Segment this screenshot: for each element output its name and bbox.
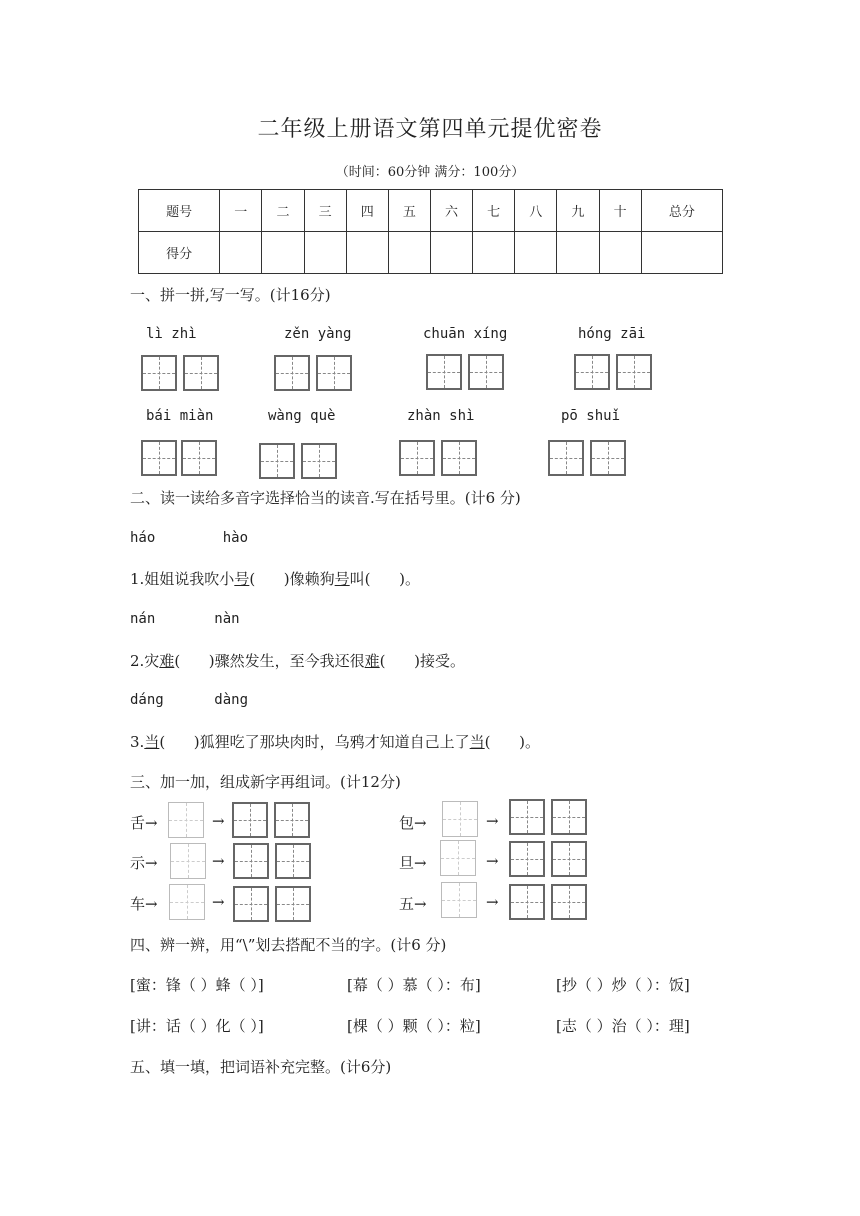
base-char: 舌→: [130, 814, 158, 832]
writing-box[interactable]: [259, 443, 295, 479]
pinyin-options: dáng dàng: [130, 692, 249, 708]
score-cell: 一: [220, 190, 262, 232]
add-part-box[interactable]: [442, 801, 478, 837]
section4-heading: 四、辨一辨，用“\”划去搭配不当的字。(计6 分): [130, 936, 447, 954]
question-2: [130, 650, 465, 671]
add-part-box[interactable]: [169, 884, 205, 920]
arrow-icon: →: [486, 893, 499, 911]
score-input-cell[interactable]: [430, 232, 472, 274]
writing-box[interactable]: [441, 440, 477, 476]
writing-box[interactable]: [616, 354, 652, 390]
score-input-cell[interactable]: [346, 232, 388, 274]
score-cell: 七: [473, 190, 515, 232]
match-item[interactable]: [志（ ）治（ ）：理]: [556, 1017, 690, 1035]
pinyin-label: pō shuǐ: [561, 408, 621, 424]
pinyin-label: zhàn shì: [407, 408, 475, 424]
new-word-box[interactable]: [275, 886, 311, 922]
writing-box[interactable]: [399, 440, 435, 476]
new-word-box[interactable]: [551, 799, 587, 835]
polyphone-char: 难: [364, 652, 380, 670]
score-input-cell[interactable]: [557, 232, 599, 274]
question-text: 2.灾: [130, 652, 160, 670]
exam-info: （时间：60分钟 满分：100分）: [335, 165, 525, 180]
pinyin-options: nán nàn: [130, 611, 240, 627]
question-text: 1.姐姐说我吹小: [130, 570, 235, 588]
arrow-icon: →: [486, 852, 499, 870]
score-input-cell[interactable]: [641, 232, 722, 274]
arrow-icon: →: [212, 852, 225, 870]
score-cell: 六: [430, 190, 472, 232]
polyphone-char: 号: [334, 570, 350, 588]
score-input-cell[interactable]: [599, 232, 641, 274]
pinyin-label: lì zhì: [146, 326, 197, 342]
new-word-box[interactable]: [551, 884, 587, 920]
pinyin-label: bái miàn: [146, 408, 214, 424]
arrow-icon: →: [212, 893, 225, 911]
score-row-label: 得分: [139, 232, 220, 274]
section1-heading: 一、拼一拼,写一写。(计16分): [130, 286, 331, 304]
new-word-box[interactable]: [233, 886, 269, 922]
match-item[interactable]: [抄（ ）炒（ ）：饭]: [556, 976, 690, 994]
new-word-box[interactable]: [509, 799, 545, 835]
answer-blank[interactable]: ( )接受。: [379, 652, 465, 670]
new-word-box[interactable]: [509, 884, 545, 920]
section2-heading: 二、读一读给多音字选择恰当的读音.写在括号里。(计6 分): [130, 489, 521, 507]
match-item[interactable]: [幕（ ）慕（ ）：布]: [347, 976, 481, 994]
score-cell: 九: [557, 190, 599, 232]
base-char: 旦→: [399, 854, 427, 872]
match-item[interactable]: [蜜：锋（ ）蜂（ ）]: [130, 976, 264, 994]
score-input-cell[interactable]: [262, 232, 304, 274]
add-part-box[interactable]: [170, 843, 206, 879]
pinyin-options: háo hào: [130, 530, 249, 546]
add-part-box[interactable]: [441, 882, 477, 918]
match-item[interactable]: [棵（ ）颗（ ）：粒]: [347, 1017, 481, 1035]
new-word-box[interactable]: [275, 843, 311, 879]
writing-box[interactable]: [468, 354, 504, 390]
polyphone-char: 当: [144, 733, 160, 751]
section5-heading: 五、填一填，把词语补充完整。(计6分): [130, 1058, 392, 1076]
writing-box[interactable]: [274, 355, 310, 391]
score-table: [138, 189, 723, 274]
question-1: [130, 568, 420, 589]
answer-blank[interactable]: 叫( )。: [349, 570, 420, 588]
pinyin-label: wàng què: [268, 408, 336, 424]
base-char: 包→: [399, 814, 427, 832]
score-input-cell[interactable]: [515, 232, 557, 274]
writing-box[interactable]: [316, 355, 352, 391]
new-word-box[interactable]: [274, 802, 310, 838]
score-cell: 题号: [139, 190, 220, 232]
section3-heading: 三、加一加，组成新字再组词。(计12分): [130, 773, 401, 791]
score-table-header-row: [139, 190, 723, 232]
writing-box[interactable]: [426, 354, 462, 390]
new-word-box[interactable]: [232, 802, 268, 838]
answer-blank[interactable]: ( )狐狸吃了那块肉时，乌鸦才知道自己上了: [159, 733, 470, 751]
add-part-box[interactable]: [168, 802, 204, 838]
polyphone-char: 号: [234, 570, 250, 588]
score-cell: 三: [304, 190, 346, 232]
writing-box[interactable]: [301, 443, 337, 479]
page-title: 二年级上册语文第四单元提优密卷: [257, 117, 603, 142]
score-cell: 五: [388, 190, 430, 232]
score-cell: 二: [262, 190, 304, 232]
writing-box[interactable]: [548, 440, 584, 476]
score-cell: 八: [515, 190, 557, 232]
question-text: 3.: [130, 733, 145, 751]
writing-box[interactable]: [590, 440, 626, 476]
polyphone-char: 难: [159, 652, 175, 670]
pinyin-label: hóng zāi: [578, 326, 646, 342]
pinyin-label: zěn yàng: [284, 326, 352, 342]
score-table-score-row: [139, 232, 723, 274]
score-cell: 十: [599, 190, 641, 232]
score-input-cell[interactable]: [473, 232, 515, 274]
writing-box[interactable]: [183, 355, 219, 391]
score-input-cell[interactable]: [304, 232, 346, 274]
writing-box[interactable]: [141, 355, 177, 391]
base-char: 示→: [130, 854, 158, 872]
add-part-box[interactable]: [440, 840, 476, 876]
score-input-cell[interactable]: [388, 232, 430, 274]
question-3: [130, 731, 540, 752]
score-cell: 总分: [641, 190, 722, 232]
answer-blank[interactable]: ( )骤然发生，至今我还很: [174, 652, 365, 670]
score-cell: 四: [346, 190, 388, 232]
writing-box[interactable]: [574, 354, 610, 390]
base-char: 五→: [399, 895, 427, 913]
arrow-icon: →: [212, 812, 225, 830]
new-word-box[interactable]: [509, 841, 545, 877]
answer-blank[interactable]: ( )像赖狗: [249, 570, 335, 588]
writing-box[interactable]: [181, 440, 217, 476]
answer-blank[interactable]: ( )。: [484, 733, 540, 751]
score-input-cell[interactable]: [220, 232, 262, 274]
writing-box[interactable]: [141, 440, 177, 476]
match-item[interactable]: [讲：话（ ）化（ ）]: [130, 1017, 264, 1035]
pinyin-label: chuān xíng: [423, 326, 508, 342]
new-word-box[interactable]: [551, 841, 587, 877]
arrow-icon: →: [486, 812, 499, 830]
base-char: 车→: [130, 895, 158, 913]
new-word-box[interactable]: [233, 843, 269, 879]
polyphone-char: 当: [469, 733, 485, 751]
